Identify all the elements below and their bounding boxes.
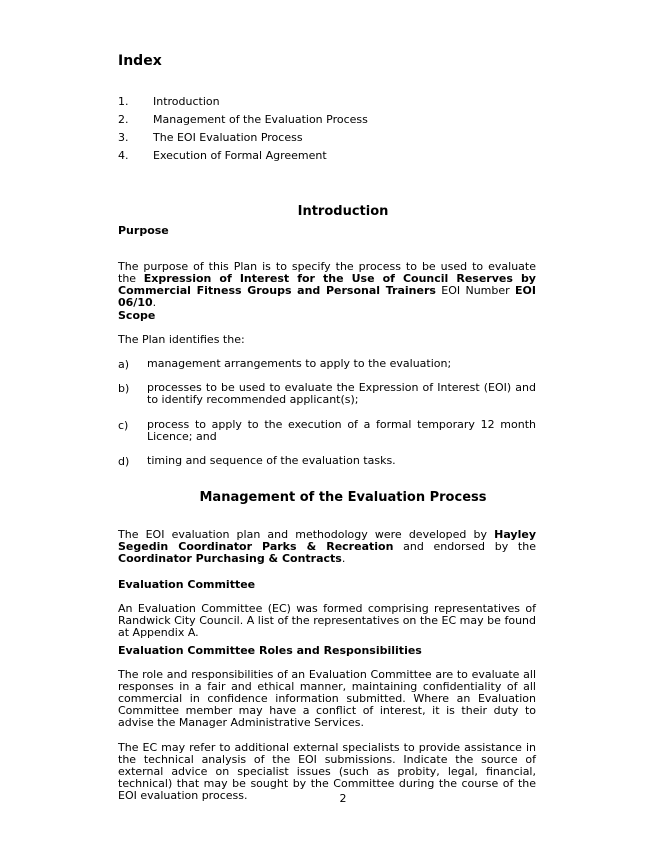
endorser-title: Coordinator Purchasing & Contracts <box>118 552 342 565</box>
list-item-text: timing and sequence of the evaluation tasks. <box>147 454 396 467</box>
management-heading: Management of the Evaluation Process <box>199 490 487 505</box>
developer-name: Hayley Segedin Coordinator Parks & Recreation <box>118 528 536 553</box>
page-number: 2 <box>339 792 347 805</box>
index-item-text: The EOI Evaluation Process <box>153 131 303 144</box>
index-item <box>0 113 649 126</box>
index-item-number: 4. <box>118 149 129 162</box>
eoi-number: EOI 06/10 <box>118 284 536 309</box>
purpose-paragraph <box>118 261 536 309</box>
index-item-text: Execution of Formal Agreement <box>153 149 327 162</box>
management-intro <box>118 529 536 565</box>
eoi-title: Expression of Interest for the Use of Council Reserves by Commercial Fitness Groups and Personal Trainers <box>118 272 536 297</box>
list-item-label: a) <box>118 358 130 371</box>
purpose-text: The purpose of this Plan is to specify the process to be used to evaluate the <box>118 260 536 285</box>
index-item-text: Introduction <box>153 95 220 108</box>
index-item-number: 1. <box>118 95 129 108</box>
list-item-label: c) <box>118 419 129 432</box>
roles-paragraph: The role and responsibilities of an Evaluation Committee are to evaluate all responses in a fair and ethical manner, maintaining confidentiality of all commercial in confidence information submitted. Where an Evaluation Committee member may have a conflict of interest, it is their duty to advise the Manager Administrative Services. <box>118 668 536 729</box>
purpose-heading: Purpose <box>118 224 169 237</box>
scope-intro: The Plan identifies the: <box>118 333 245 346</box>
management-text: The EOI evaluation plan and methodology were developed by <box>118 528 495 541</box>
external-specialists-paragraph: The EC may refer to additional external specialists to provide assistance in the technical analysis of the EOI submissions. Indicate the source of external advice on specialist issues (such as probity, legal, financial, technical) that may be sought by the Committee during the course of the EOI evaluation process. <box>118 741 536 802</box>
scope-heading: Scope <box>118 309 156 322</box>
list-item-label: d) <box>118 455 130 468</box>
committee-heading: Evaluation Committee <box>118 578 256 591</box>
management-text: . <box>341 552 346 565</box>
management-text: and endorsed by the <box>393 540 536 553</box>
list-item-text: processes to be used to evaluate the Expression of Interest (EOI) and to identify recommended applicant(s); <box>147 381 536 406</box>
index-item <box>0 131 649 144</box>
introduction-heading: Introduction <box>297 204 389 219</box>
index-item <box>0 95 649 108</box>
index-item <box>0 149 649 162</box>
index-title: Index <box>118 53 162 69</box>
purpose-text: . <box>152 296 157 309</box>
committee-paragraph: An Evaluation Committee (EC) was formed comprising representatives of Randwick City Council. A list of the representatives on the EC may be found at Appendix A. <box>118 602 536 639</box>
index-item-number: 3. <box>118 131 129 144</box>
list-item-text: management arrangements to apply to the evaluation; <box>147 357 452 370</box>
list-item-text: process to apply to the execution of a formal temporary 12 month Licence; and <box>147 418 536 443</box>
roles-heading: Evaluation Committee Roles and Responsibilities <box>118 644 422 657</box>
list-item-label: b) <box>118 382 130 395</box>
purpose-text: EOI Number <box>435 284 516 297</box>
index-item-text: Management of the Evaluation Process <box>153 113 368 126</box>
index-item-number: 2. <box>118 113 129 126</box>
